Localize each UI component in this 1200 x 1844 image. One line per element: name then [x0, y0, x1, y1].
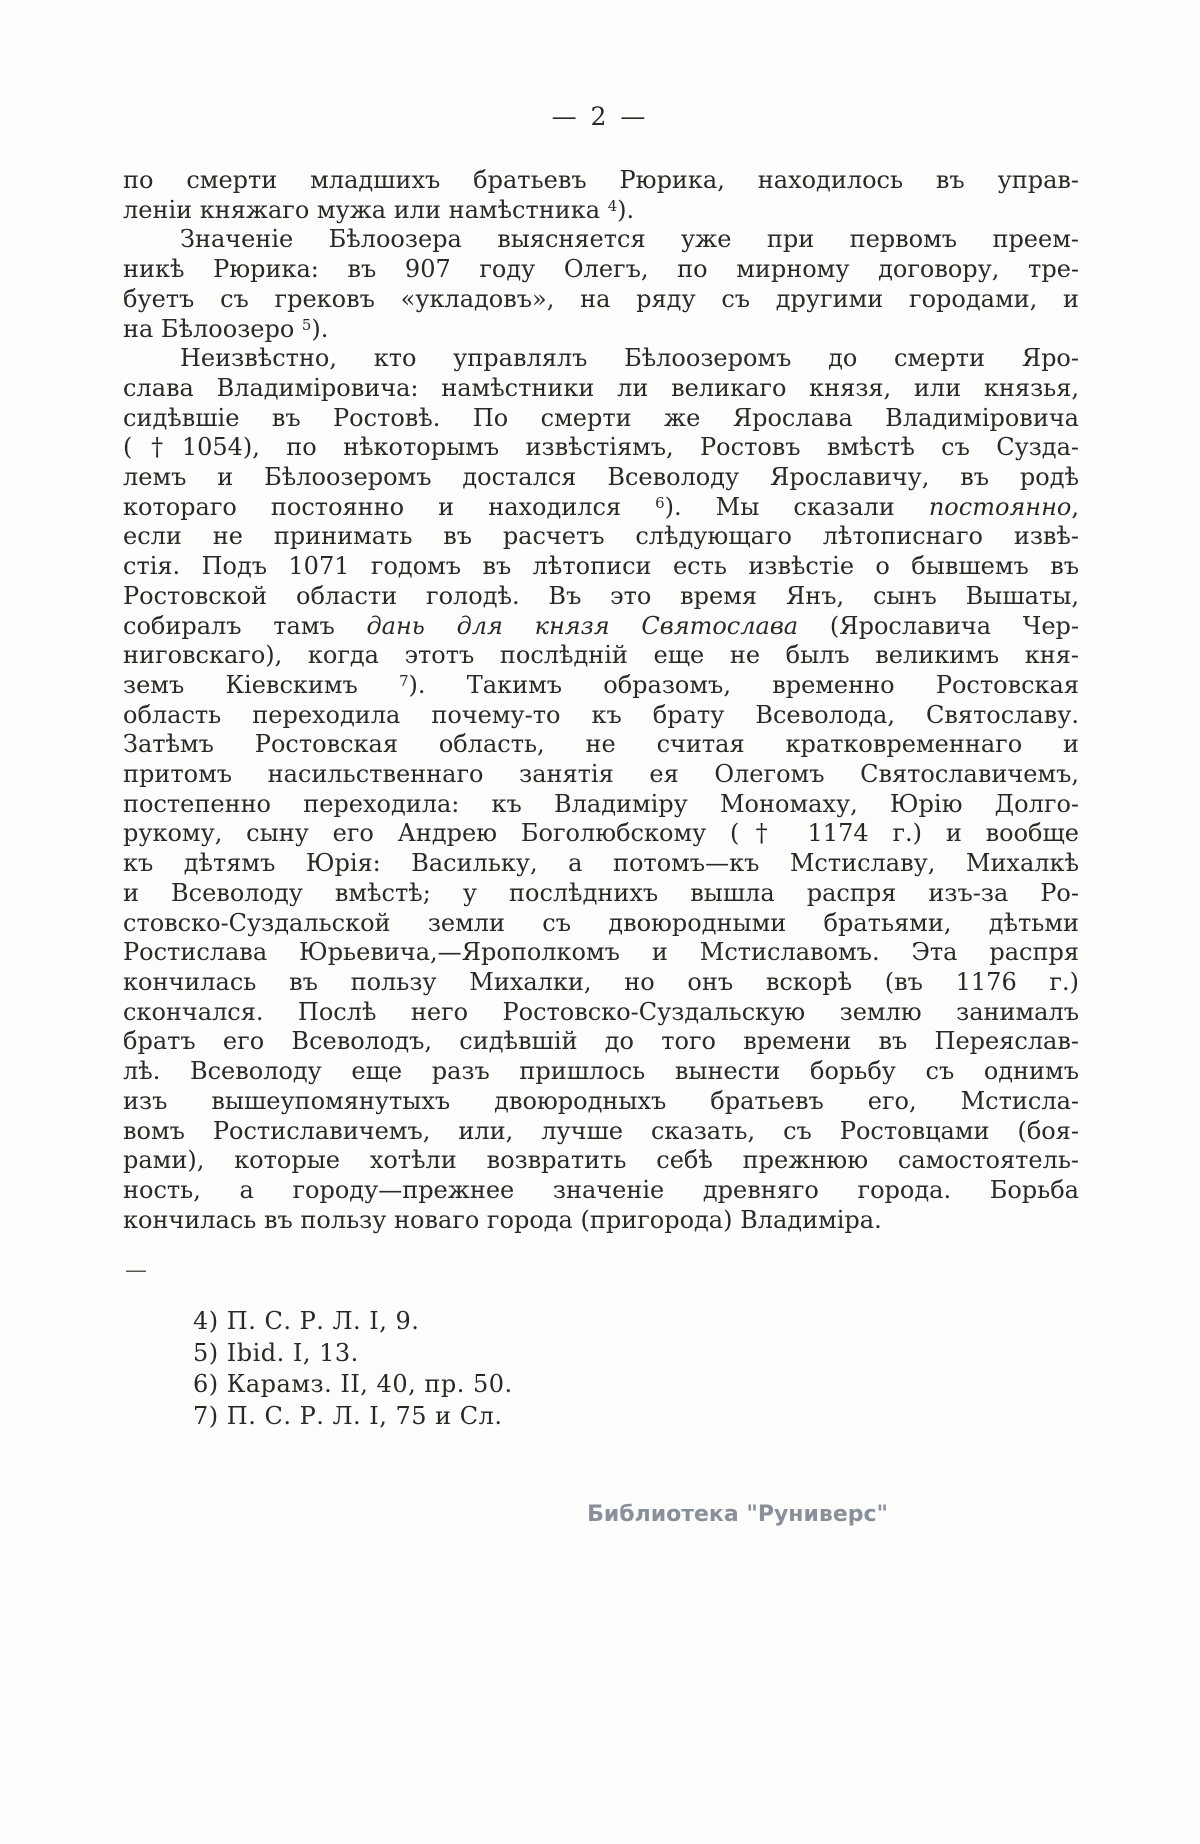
text-line: Ростислава Юрьевича,—Ярополкомъ и Мстиславомъ. Эта распря [123, 938, 1079, 967]
text-line: Ростовской области голодѣ. Въ это время Янъ, сынъ Вышаты, [123, 581, 1079, 610]
text-line: лѣ. Всеволоду еще разъ пришлось вынести борьбу съ однимъ [123, 1057, 1079, 1086]
text-line: сидѣвшіе въ Ростовѣ. По смерти же Ярослава Владиміровича [123, 403, 1079, 432]
text-line: земъ Кіевскимъ $^7$). Такимъ образомъ, временно Ростовская [123, 670, 1079, 699]
footnote: 5) Ibid. I, 13. [193, 1338, 359, 1367]
text-line: стія. Подъ 1071 годомъ въ лѣтописи есть извѣстіе о бывшемъ въ [123, 552, 1079, 581]
text-line: вомъ Ростиславичемъ, или, лучше сказать, съ Ростовцами (боя- [123, 1116, 1079, 1145]
page-number: — 2 — [551, 102, 649, 131]
text-line: притомъ насильственнаго занятія ея Олегомъ Святославичемъ, [123, 760, 1079, 789]
text-line: рукому, сыну его Андрею Боголюбскому († 1174 г.) и вообще [123, 819, 1079, 848]
text-line: слава Владиміровича: намѣстники ли великаго князя, или князья, [123, 373, 1079, 402]
footnotes [193, 1306, 513, 1432]
text-line: ность, а городу—прежнее значеніе древняго города. Борьба [123, 1175, 1079, 1204]
stray-mark: — [125, 1258, 147, 1283]
text-line: къ дѣтямъ Юрія: Васильку, а потомъ—къ Мстиславу, Михалкѣ [123, 849, 1079, 878]
text-line: изъ вышеупомянутыхъ двоюродныхъ братьевъ его, Мстисла- [123, 1086, 1079, 1115]
footnote: 6) Карамз. II, 40, пр. 50. [193, 1370, 513, 1398]
text-line: лемъ и Бѣлоозеромъ достался Всеволоду Ярославичу, въ родѣ [123, 463, 1079, 492]
text-line: никѣ Рюрика: въ 907 году Олегъ, по мирному договору, тре- [123, 255, 1079, 284]
text-line: скончался. Послѣ него Ростовско-Суздальскую землю занималъ [123, 997, 1079, 1026]
text-line: братъ его Всеволодъ, сидѣвшій до того времени въ Переяслав- [123, 1027, 1079, 1056]
text-line: собиралъ тамъ дань для князя Святослава (Ярославича Чер- [123, 611, 1079, 640]
text-line: по смерти младшихъ братьевъ Рюрика, находилось въ управ- [123, 166, 1079, 194]
text-line: Значеніе Бѣлоозера выясняется уже при первомъ преем- [180, 225, 1079, 254]
text-line: на Бѣлоозеро $^5$). [123, 314, 329, 343]
footnote: 7) П. С. Р. Л. I, 75 и Сл. [193, 1401, 503, 1430]
text-line: постепенно переходила: къ Владиміру Мономаху, Юрію Долго- [123, 789, 1079, 818]
text-line: ниговскаго), когда этотъ послѣдній еще не былъ великимъ кня- [123, 641, 1079, 670]
text-line: кончилась въ пользу новаго города (пригорода) Владиміра. [123, 1205, 882, 1234]
text-line: область переходила почему-то къ брату Всеволода, Святославу. [123, 700, 1079, 729]
text-line: Затѣмъ Ростовская область, не считая кратковременнаго и [123, 730, 1079, 759]
text-line: буетъ съ грековъ «укладовъ», на ряду съ другими городами, и [123, 284, 1079, 313]
footnote: 4) П. С. Р. Л. I, 9. [193, 1307, 420, 1335]
text-line: котораго постоянно и находился $^6$). Мы сказали постоянно, [123, 492, 1079, 521]
watermark: Библиотека "Руниверс" [587, 1502, 888, 1527]
body-text [123, 166, 1079, 1235]
text-line: стовско-Суздальской земли съ двоюродными братьями, дѣтьми [123, 908, 1079, 937]
text-line: если не принимать въ расчетъ слѣдующаго лѣтописнаго извѣ- [123, 522, 1079, 551]
text-line: (†1054), по нѣкоторымъ извѣстіямъ, Ростовъ вмѣстѣ съ Сузда- [123, 433, 1079, 462]
text-line: и Всеволоду вмѣстѣ; у послѣднихъ вышла распря изъ-за Ро- [123, 878, 1079, 907]
text-line: Неизвѣстно, кто управлялъ Бѣлоозеромъ до смерти Яро- [180, 344, 1079, 373]
text-line: рами), которые хотѣли возвратить себѣ прежнюю самостоятель- [123, 1146, 1079, 1175]
text-line: кончилась въ пользу Михалки, но онъ вскорѣ (въ 1176 г.) [123, 967, 1079, 996]
text-line: леніи княжаго мужа или намѣстника $^4$). [123, 195, 635, 224]
